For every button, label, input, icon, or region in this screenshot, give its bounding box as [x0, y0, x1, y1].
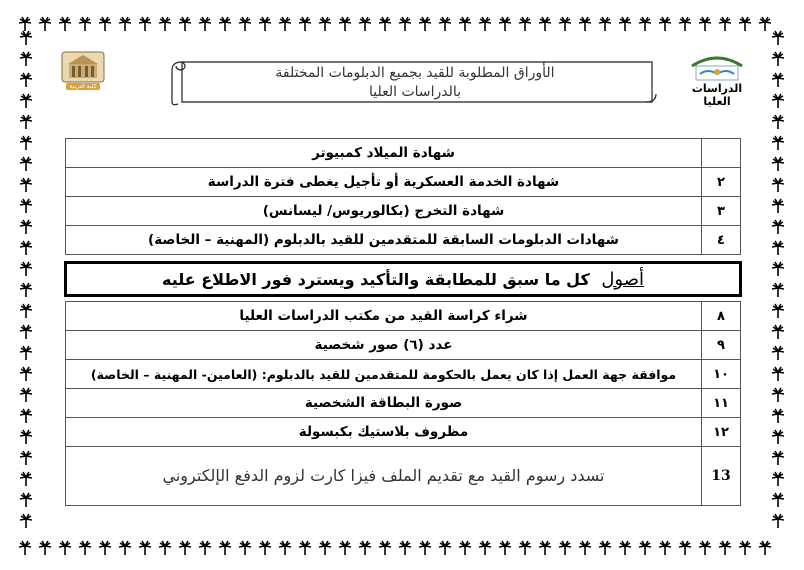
palm-tree-icon — [178, 540, 192, 556]
palm-tree-icon — [598, 16, 612, 32]
row-text: موافقة جهة العمل إذا كان يعمل بالحكومة للمتقدمين للقيد بالدبلوم: (العامين- المهنية – الخاصة) — [66, 360, 702, 389]
title-line-2: بالدراسات العليا — [368, 84, 462, 100]
palm-tree-icon — [19, 492, 33, 508]
palm-tree-icon — [19, 114, 33, 130]
originals-prefix: أصول — [601, 268, 645, 290]
palm-tree-icon — [198, 16, 212, 32]
table-row — [66, 331, 741, 360]
palm-tree-icon — [678, 540, 692, 556]
palm-border-top — [18, 14, 786, 34]
palm-tree-icon — [478, 540, 492, 556]
palm-tree-icon — [738, 540, 752, 556]
palm-tree-icon — [771, 282, 785, 298]
palm-tree-icon — [638, 16, 652, 32]
palm-tree-icon — [118, 16, 132, 32]
palm-tree-icon — [19, 408, 33, 424]
palm-tree-icon — [19, 429, 33, 445]
palm-tree-icon — [38, 16, 52, 32]
row-text: شهادة الميلاد كمبيوتر — [66, 139, 702, 168]
palm-tree-icon — [78, 540, 92, 556]
palm-tree-icon — [698, 540, 712, 556]
palm-tree-icon — [198, 540, 212, 556]
palm-tree-icon — [638, 540, 652, 556]
palm-tree-icon — [518, 540, 532, 556]
palm-tree-icon — [771, 387, 785, 403]
row-number: ٤ — [702, 226, 741, 255]
palm-tree-icon — [578, 16, 592, 32]
palm-tree-icon — [598, 540, 612, 556]
palm-tree-icon — [58, 540, 72, 556]
row-text: تسدد رسوم القيد مع تقديم الملف فيزا كارت لزوم الدفع الإلكتروني — [66, 447, 702, 506]
palm-tree-icon — [538, 16, 552, 32]
palm-tree-icon — [19, 156, 33, 172]
row-text: شهادة الخدمة العسكرية أو تأجيل يغطى فترة الدراسة — [66, 168, 702, 197]
palm-tree-icon — [38, 540, 52, 556]
palm-tree-icon — [238, 16, 252, 32]
palm-tree-icon — [578, 540, 592, 556]
row-number: ٣ — [702, 197, 741, 226]
row-number: ١٢ — [702, 418, 741, 447]
palm-tree-icon — [771, 72, 785, 88]
palm-tree-icon — [418, 16, 432, 32]
palm-tree-icon — [398, 16, 412, 32]
palm-tree-icon — [19, 198, 33, 214]
palm-tree-icon — [558, 16, 572, 32]
table-row — [66, 168, 741, 197]
palm-tree-icon — [19, 240, 33, 256]
palm-border-left — [16, 30, 36, 542]
palm-tree-icon — [718, 16, 732, 32]
row-text: مظروف بلاستيك بكبسولة — [66, 418, 702, 447]
palm-tree-icon — [298, 16, 312, 32]
requirements-table — [64, 138, 742, 506]
palm-tree-icon — [771, 51, 785, 67]
palm-tree-icon — [258, 540, 272, 556]
row-number — [702, 139, 741, 168]
palm-tree-icon — [218, 540, 232, 556]
palm-tree-icon — [298, 540, 312, 556]
palm-tree-icon — [238, 540, 252, 556]
palm-tree-icon — [771, 450, 785, 466]
palm-tree-icon — [358, 16, 372, 32]
table-row — [66, 226, 741, 255]
palm-tree-icon — [771, 513, 785, 529]
row-text: عدد (٦) صور شخصية — [66, 331, 702, 360]
palm-tree-icon — [358, 540, 372, 556]
palm-tree-icon — [771, 261, 785, 277]
palm-tree-icon — [518, 16, 532, 32]
palm-tree-icon — [158, 16, 172, 32]
palm-tree-icon — [19, 51, 33, 67]
palm-tree-icon — [258, 16, 272, 32]
palm-tree-icon — [18, 540, 32, 556]
palm-tree-icon — [19, 219, 33, 235]
palm-tree-icon — [338, 16, 352, 32]
palm-tree-icon — [278, 540, 292, 556]
palm-tree-icon — [771, 177, 785, 193]
originals-notice-row — [66, 263, 741, 296]
palm-tree-icon — [771, 240, 785, 256]
palm-tree-icon — [118, 540, 132, 556]
palm-tree-icon — [19, 261, 33, 277]
table-row — [66, 197, 741, 226]
palm-tree-icon — [19, 303, 33, 319]
palm-tree-icon — [19, 135, 33, 151]
palm-tree-icon — [771, 429, 785, 445]
palm-tree-icon — [138, 16, 152, 32]
palm-tree-icon — [458, 540, 472, 556]
table-row — [66, 302, 741, 331]
palm-tree-icon — [618, 540, 632, 556]
palm-tree-icon — [19, 387, 33, 403]
palm-tree-icon — [618, 16, 632, 32]
palm-tree-icon — [771, 156, 785, 172]
row-number: ٨ — [702, 302, 741, 331]
palm-tree-icon — [338, 540, 352, 556]
palm-border-bottom — [18, 538, 786, 558]
row-number: ١١ — [702, 389, 741, 418]
title-line-1: الأوراق المطلوبة للقيد بجميع الدبلومات المختلفة — [275, 65, 555, 81]
palm-tree-icon — [771, 93, 785, 109]
graduate-studies-caption: الدراسات العليا — [691, 82, 743, 108]
table-row — [66, 139, 741, 168]
palm-tree-icon — [98, 16, 112, 32]
palm-tree-icon — [19, 345, 33, 361]
row-text: شراء كراسة القيد من مكتب الدراسات العليا — [66, 302, 702, 331]
table-row — [66, 447, 741, 506]
palm-tree-icon — [458, 16, 472, 32]
palm-tree-icon — [19, 30, 33, 46]
palm-tree-icon — [19, 177, 33, 193]
palm-tree-icon — [718, 540, 732, 556]
palm-tree-icon — [138, 540, 152, 556]
palm-tree-icon — [98, 540, 112, 556]
palm-tree-icon — [19, 282, 33, 298]
palm-tree-icon — [158, 540, 172, 556]
palm-tree-icon — [771, 114, 785, 130]
palm-tree-icon — [771, 324, 785, 340]
palm-tree-icon — [318, 540, 332, 556]
row-number: ٢ — [702, 168, 741, 197]
palm-tree-icon — [658, 16, 672, 32]
palm-tree-icon — [698, 16, 712, 32]
palm-tree-icon — [398, 540, 412, 556]
table-row — [66, 418, 741, 447]
palm-tree-icon — [278, 16, 292, 32]
row-number: 13 — [702, 447, 741, 506]
palm-tree-icon — [19, 366, 33, 382]
palm-tree-icon — [218, 16, 232, 32]
palm-tree-icon — [478, 16, 492, 32]
palm-tree-icon — [771, 30, 785, 46]
palm-tree-icon — [438, 540, 452, 556]
palm-tree-icon — [771, 345, 785, 361]
palm-tree-icon — [438, 16, 452, 32]
palm-tree-icon — [19, 93, 33, 109]
palm-tree-icon — [758, 540, 772, 556]
palm-tree-icon — [19, 450, 33, 466]
palm-tree-icon — [771, 408, 785, 424]
palm-tree-icon — [19, 471, 33, 487]
page-title — [190, 64, 640, 102]
originals-text: كل ما سبق للمطابقة والتأكيد ويسترد فور الاطلاع عليه — [161, 269, 590, 289]
palm-tree-icon — [771, 303, 785, 319]
palm-tree-icon — [19, 513, 33, 529]
palm-tree-icon — [178, 16, 192, 32]
palm-tree-icon — [498, 16, 512, 32]
palm-tree-icon — [771, 198, 785, 214]
palm-tree-icon — [58, 16, 72, 32]
palm-tree-icon — [738, 16, 752, 32]
palm-tree-icon — [771, 219, 785, 235]
palm-tree-icon — [658, 540, 672, 556]
palm-border-right — [768, 30, 788, 542]
palm-tree-icon — [19, 72, 33, 88]
palm-tree-icon — [771, 492, 785, 508]
row-text: شهادات الدبلومات السابقة للمتقدمين للقيد بالدبلوم (المهنية – الخاصة) — [66, 226, 702, 255]
row-text: صورة البطاقة الشخصية — [66, 389, 702, 418]
palm-tree-icon — [378, 16, 392, 32]
table-row — [66, 389, 741, 418]
palm-tree-icon — [771, 366, 785, 382]
palm-tree-icon — [538, 540, 552, 556]
palm-tree-icon — [78, 16, 92, 32]
palm-tree-icon — [19, 324, 33, 340]
palm-tree-icon — [678, 16, 692, 32]
table-row — [66, 360, 741, 389]
originals-notice — [66, 263, 741, 296]
palm-tree-icon — [771, 471, 785, 487]
row-text: شهادة التخرج (بكالوريوس/ ليسانس) — [66, 197, 702, 226]
palm-tree-icon — [318, 16, 332, 32]
palm-tree-icon — [558, 540, 572, 556]
palm-tree-icon — [418, 540, 432, 556]
row-number: ١٠ — [702, 360, 741, 389]
palm-tree-icon — [498, 540, 512, 556]
palm-tree-icon — [378, 540, 392, 556]
palm-tree-icon — [771, 135, 785, 151]
faculty-logo-caption: كلية التربية — [69, 83, 97, 90]
row-number: ٩ — [702, 331, 741, 360]
